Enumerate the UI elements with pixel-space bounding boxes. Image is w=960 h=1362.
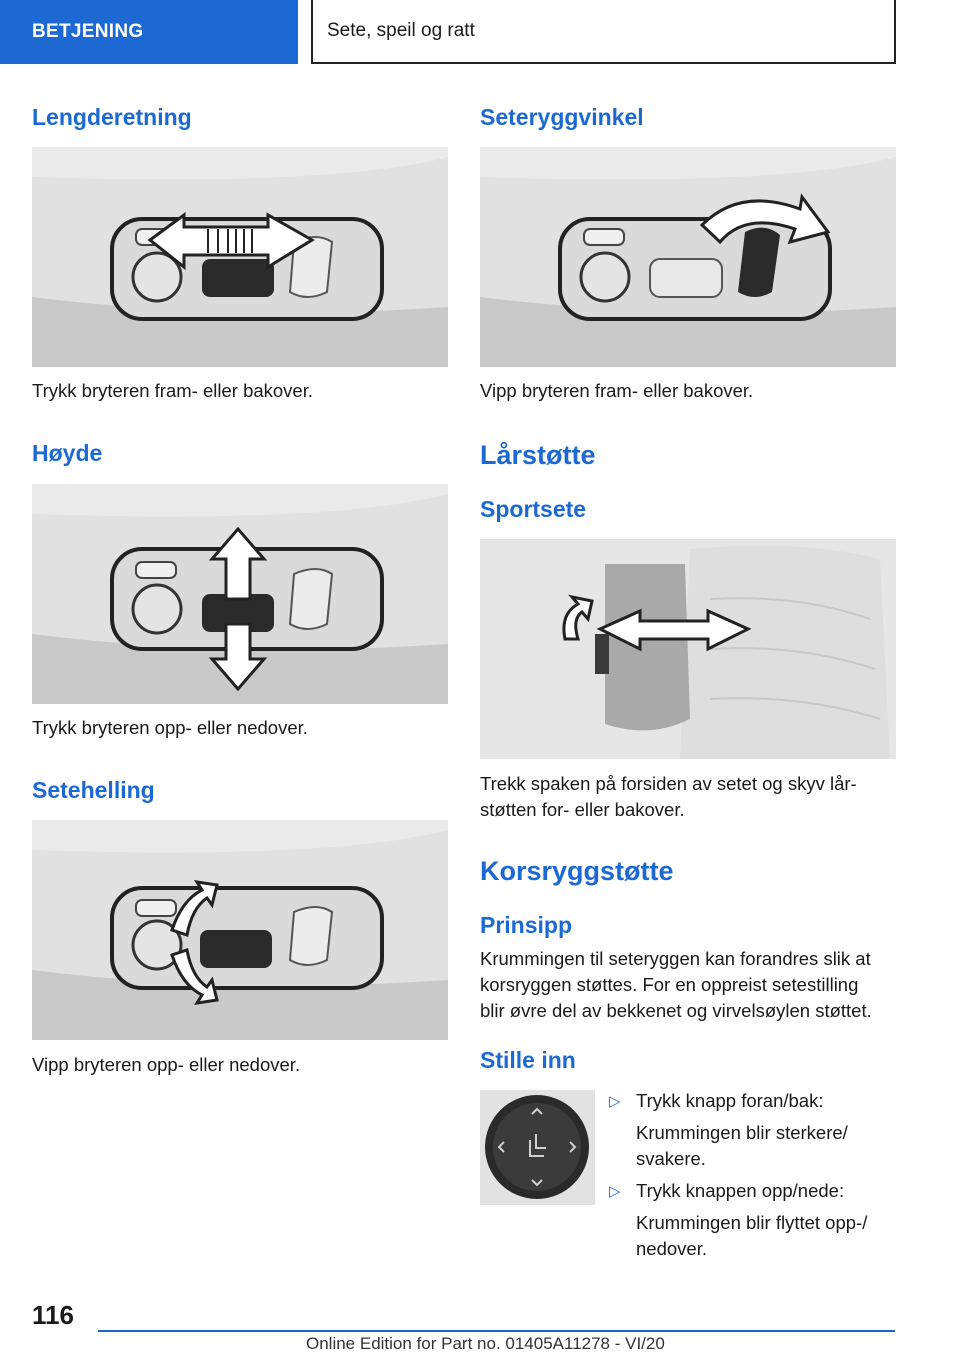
caption-lengde: Trykk bryteren fram- eller bakover.: [32, 380, 314, 401]
subheading-prinsipp: Prinsipp: [480, 912, 573, 938]
footer-edition: Online Edition for Part no. 01405A11278 - VI/20: [306, 1334, 665, 1353]
seat-switch-hoyde-image: [32, 484, 448, 704]
heading-larstotte: Lårstøtte: [480, 440, 596, 470]
footer-divider: [98, 1330, 895, 1332]
bullet-1-sub-1: Krummingen blir sterkere/: [636, 1122, 848, 1143]
heading-seteryggvinkel: Seteryggvinkel: [480, 104, 644, 130]
lumbar-control-image: [480, 1090, 595, 1205]
bullet-1: Trykk knapp foran/bak:: [636, 1090, 824, 1111]
thigh-support-image: [480, 539, 896, 759]
seat-switch-setehelling-image: [32, 820, 448, 1040]
subheading-stille-inn: Stille inn: [480, 1047, 576, 1073]
caption-setehelling: Vipp bryteren opp- eller nedover.: [32, 1054, 301, 1075]
bullet-2: Trykk knappen opp/nede:: [636, 1180, 845, 1201]
caption-larstotte-2: støtten for- eller bakover.: [480, 799, 685, 820]
bullet-2-sub-2: nedover.: [636, 1238, 707, 1259]
prinsipp-line-1: Krummingen til seteryggen kan forandres slik at: [480, 948, 871, 969]
seat-switch-lengde-image: [32, 147, 448, 367]
subheading-sportsete: Sportsete: [480, 496, 587, 522]
caption-larstotte-1: Trekk spaken på forsiden av setet og skyv lår-: [480, 773, 857, 794]
bullet-triangle-icon: ▷: [609, 1183, 621, 1200]
bullet-2-sub-1: Krummingen blir flyttet opp-/: [636, 1212, 868, 1233]
heading-setehelling: Setehelling: [32, 777, 155, 803]
prinsipp-line-2: korsryggen støttes. For en oppreist setestilling: [480, 974, 859, 995]
prinsipp-line-3: blir øvre del av bekkenet og virvelsøylen støttet.: [480, 1000, 872, 1021]
section-tab: BETJENING: [0, 0, 298, 64]
page-number: 116: [32, 1300, 74, 1330]
chapter-title: Sete, speil og ratt: [311, 0, 896, 64]
heading-lengderetning: Lengderetning: [32, 104, 192, 130]
bullet-triangle-icon: ▷: [609, 1093, 621, 1110]
heading-korsryggstotte: Korsryggstøtte: [480, 856, 674, 886]
seat-switch-seteryggvinkel-image: [480, 147, 896, 367]
caption-seteryggvinkel: Vipp bryteren fram- eller bakover.: [480, 380, 754, 401]
caption-hoyde: Trykk bryteren opp- eller nedover.: [32, 717, 308, 738]
heading-hoyde: Høyde: [32, 440, 103, 466]
bullet-1-sub-2: svakere.: [636, 1148, 706, 1169]
